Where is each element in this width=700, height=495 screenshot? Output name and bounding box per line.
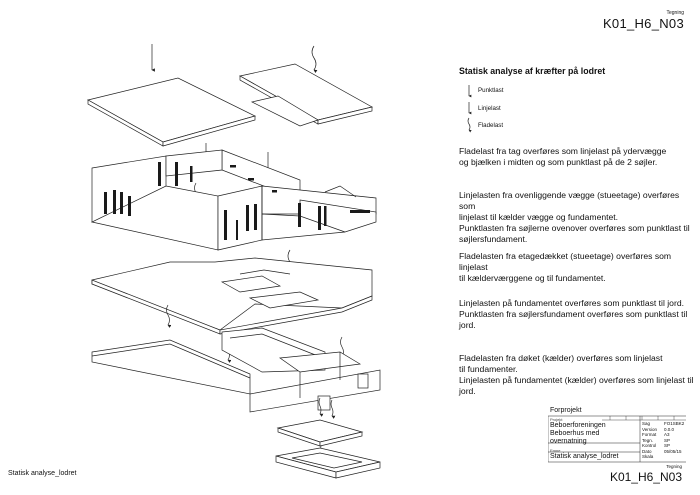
field-value: 05/05/15 bbox=[664, 448, 682, 454]
field-key: Tegn. bbox=[642, 437, 654, 443]
field-value: FO1SBK2 bbox=[664, 421, 685, 426]
field-value: SP bbox=[664, 437, 671, 443]
paragraph-foundation: Linjelasten på fundamentet overføres som punktlast til jord. Punktlasten fra søjlersfundament overføres som punktlast til jord. bbox=[459, 298, 688, 330]
paragraph-floor-slab: Fladelasten fra etagedækket (stueetage) overføres som linjelast til kælderværggene og til fundamentet. bbox=[459, 251, 672, 283]
ground-floor-slab bbox=[92, 258, 372, 334]
title-block bbox=[548, 406, 686, 484]
title-block-phase: Forprojekt bbox=[550, 407, 582, 414]
footer-left-label: Statisk analyse_lodret bbox=[8, 470, 77, 477]
load-arrow bbox=[312, 46, 316, 70]
basement-slab bbox=[278, 420, 362, 446]
field-key: Dato bbox=[642, 448, 652, 454]
title-block-subject-label: Emne bbox=[550, 448, 561, 453]
legend-fladelast: Fladelast bbox=[478, 122, 504, 129]
field-value: 0.0.0 bbox=[664, 426, 675, 432]
legend-linjelast: Linjelast bbox=[478, 105, 501, 112]
basement-foundation bbox=[276, 448, 380, 478]
paragraph-basement: Fladelasten fra døket (kælder) overføres som linjelast til fundamenter. Linjelasten på fundamentet (kælder) overføres som linjelast til jord. bbox=[459, 353, 694, 396]
title-block-drawing-code: K01_H6_N03 bbox=[609, 470, 682, 484]
title-block-project-label: Projekt bbox=[550, 417, 563, 422]
legend-punktlast: Punktlast bbox=[478, 87, 504, 94]
load-arrow bbox=[331, 400, 333, 416]
title-block-drawing-label: Tegning bbox=[666, 464, 682, 469]
field-value: SP bbox=[664, 443, 671, 448]
foundations-and-basement-walls bbox=[92, 328, 380, 412]
paragraph-walls: Linjelasten fra ovenliggende vægge (stueetage) overføres som linjelast til kælder vægge og fundamentet. Punktlasten fra søjlerne ovenover overføres som punktlast til søjlersfundament. bbox=[459, 190, 690, 244]
roof-left bbox=[88, 78, 255, 146]
field-key: Skala bbox=[642, 454, 654, 459]
drawing-ref-label: Tegning bbox=[666, 10, 684, 16]
drawing-ref-code: K01_H6_N03 bbox=[602, 16, 684, 31]
field-value: A3 bbox=[664, 432, 670, 437]
legend-arrows bbox=[462, 84, 476, 134]
title-block-project: Beboerforeningen Beboerhus med overnatning bbox=[550, 422, 606, 445]
area-load-arrow-icon bbox=[468, 118, 470, 130]
roof-right bbox=[240, 64, 372, 126]
field-key: Format bbox=[642, 432, 657, 437]
sheet-title: Statisk analyse af kræfter på lodret bbox=[459, 66, 606, 76]
field-key: Version bbox=[642, 426, 658, 432]
field-key: Sag bbox=[642, 421, 651, 426]
paragraph-roof: Fladelast fra tag overføres som linjelast på ydervægge og bjælken i midten og som punktlast på de 2 søjler. bbox=[459, 146, 667, 167]
title-block-subject: Statisk analyse_lodret bbox=[550, 453, 619, 460]
field-key: Kontrol bbox=[642, 443, 657, 448]
walls-ground-floor bbox=[92, 150, 376, 250]
